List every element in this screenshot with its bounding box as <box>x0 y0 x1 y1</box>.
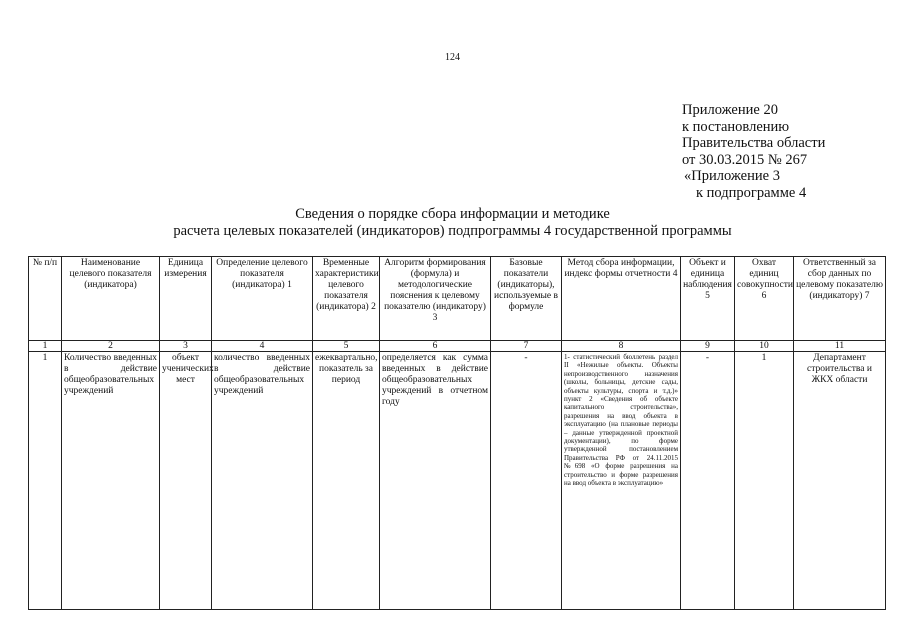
page-number: 124 <box>445 52 460 63</box>
column-number: 7 <box>491 341 562 352</box>
responsible-party: Департамент строительства и ЖКХ области <box>794 352 886 610</box>
column-number: 6 <box>380 341 491 352</box>
appendix-line: Правительства области <box>682 135 826 151</box>
header-cell: Единица измерения <box>160 257 212 341</box>
header-cell: Метод сбора информации, индекс формы отчетности 4 <box>562 257 681 341</box>
column-number: 11 <box>794 341 886 352</box>
header-cell: Алгоритм формирования (формула) и методологические пояснения к целевому показателю (индикатору) 3 <box>380 257 491 341</box>
indicators-table <box>28 256 886 610</box>
appendix-line: Приложение 20 <box>682 102 778 118</box>
appendix-line: к подпрограмме 4 <box>696 184 807 201</box>
observation-object: - <box>681 352 735 610</box>
table-header-row <box>29 257 886 341</box>
document-title <box>0 206 905 240</box>
appendix-reference <box>682 102 825 201</box>
column-number: 3 <box>160 341 212 352</box>
time-characteristics: ежеквартально, показатель за период <box>313 352 380 610</box>
collection-method: 1- статистический бюллетень раздел II «Нежилые объекты. Объекты непроизводственного назначения (школы, больницы, детские сады, объекты культуры, спорта и т.д.)» пункт 2 «Сведения об объекте капитального строительства», разрешения на ввод объекта в эксплуатацию (на плановые периоды – данные утвержденной проектной документации), по форме утвержденной постановлением Правительства РФ от 24.11.2015 №698 «О форме разрешения на строительство и форме разрешения на ввод объекта в эксплуатацию» <box>562 352 681 610</box>
unit-of-measure: объект ученических мест <box>160 352 212 610</box>
column-number: 10 <box>735 341 794 352</box>
header-cell: Наименование целевого показателя (индикатора) <box>62 257 160 341</box>
column-number: 8 <box>562 341 681 352</box>
column-number-row <box>29 341 886 352</box>
title-line-1: Сведения о порядке сбора информации и методике <box>295 206 610 222</box>
header-cell: Определение целевого показателя (индикатора) 1 <box>212 257 313 341</box>
column-number: 1 <box>29 341 62 352</box>
header-cell: Объект и единица наблюдения 5 <box>681 257 735 341</box>
column-number: 2 <box>62 341 160 352</box>
header-cell: Базовые показатели (индикаторы), используемые в формуле <box>491 257 562 341</box>
appendix-line: от 30.03.2015 № 267 <box>682 151 808 168</box>
column-number: 5 <box>313 341 380 352</box>
base-indicators: - <box>491 352 562 610</box>
row-number: 1 <box>29 352 62 610</box>
column-number: 9 <box>681 341 735 352</box>
appendix-line: к постановлению <box>682 118 790 135</box>
coverage-units: 1 <box>735 352 794 610</box>
header-cell: Ответственный за сбор данных по целевому показателю (индикатору) 7 <box>794 257 886 341</box>
column-number: 4 <box>212 341 313 352</box>
indicator-name: Количество введенных в действие общеобразовательных учреждений <box>62 352 160 610</box>
table-row <box>29 352 886 610</box>
appendix-line: «Приложение 3 <box>684 168 780 184</box>
header-cell: Временные характеристики целевого показателя (индикатора) 2 <box>313 257 380 341</box>
title-line-2: расчета целевых показателей (индикаторов) подпрограммы 4 государственной программы <box>173 223 732 239</box>
header-cell: Охват единиц совокупности 6 <box>735 257 794 341</box>
header-cell: № п/п <box>29 257 62 341</box>
indicator-definition: количество введенных в действие общеобразовательных учреждений <box>212 352 313 610</box>
calculation-algorithm: определяется как сумма введенных в действие общеобразовательных учреждений в отчетном году <box>380 352 491 610</box>
